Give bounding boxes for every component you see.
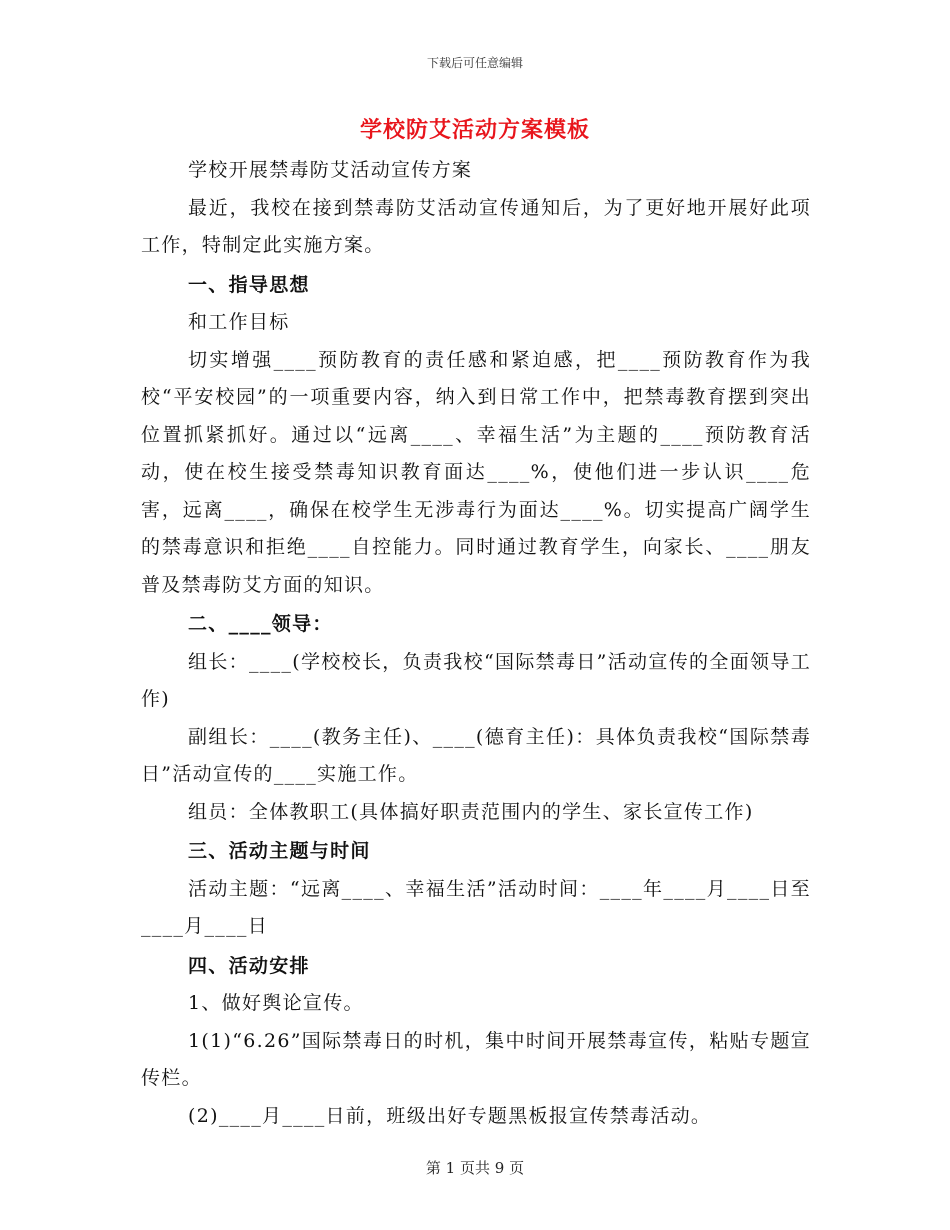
section-heading-2: 二、____领导：: [188, 613, 333, 635]
paragraph-goal-body: 切实增强____预防教育的责任感和紧迫感，把____预防教育作为我校“平安校园”的一项重要内容，纳入到日常工作中，把禁毒教育摆到突出位置抓紧抓好。通过以“远离____、幸福生活”为主题的____预防教育活动，使在校生接受禁毒知识教育面达____%，使他们进一步认识____危害，远离____，确保在校学生无涉毒行为面达____%。切实提高广阔学生的禁毒意识和拒绝____自控能力。同时通过教育学生，向家长、____朋友普及禁毒防艾方面的知识。: [141, 348, 811, 596]
paragraph-item-1: 1、做好舆论宣传。: [188, 992, 364, 1014]
paragraph-theme-time: 活动主题：“远离____、幸福生活”活动时间：____年____月____日至____月____日: [141, 877, 811, 937]
document-title: 学校防艾活动方案模板: [359, 117, 590, 143]
paragraph-leader: 组长：____(学校校长，负责我校“国际禁毒日”活动宣传的全面领导工作): [141, 650, 811, 710]
document-body: [141, 152, 811, 1135]
section-heading-1: 一、指导思想: [188, 273, 310, 296]
paragraph-item-2: (2)____月____日前，班级出好专题黑板报宣传禁毒活动。: [188, 1104, 712, 1127]
section-heading-4: 四、活动安排: [188, 954, 310, 977]
page-header-note: 下载后可任意编辑: [426, 56, 523, 70]
section-heading-3: 三、活动主题与时间: [188, 840, 371, 862]
page-number: 第 1 页共 9 页: [425, 1159, 525, 1177]
paragraph-item-1-1: 1(1)“6.26”国际禁毒日的时机，集中时间开展禁毒宣传，粘贴专题宣传栏。: [141, 1029, 811, 1089]
paragraph-intro: 最近，我校在接到禁毒防艾活动宣传通知后，为了更好地开展好此项工作，特制定此实施方案。: [141, 196, 811, 256]
paragraph-goal-label: 和工作目标: [188, 311, 290, 333]
paragraph-members: 组员：全体教职工(具体搞好职责范围内的学生、家长宣传工作): [188, 800, 754, 823]
paragraph-subtitle: 学校开展禁毒防艾活动宣传方案: [188, 159, 473, 181]
paragraph-deputy-leader: 副组长：____(教务主任)、____(德育主任)：具体负责我校“国际禁毒日”活动宣传的____实施工作。: [141, 725, 811, 785]
